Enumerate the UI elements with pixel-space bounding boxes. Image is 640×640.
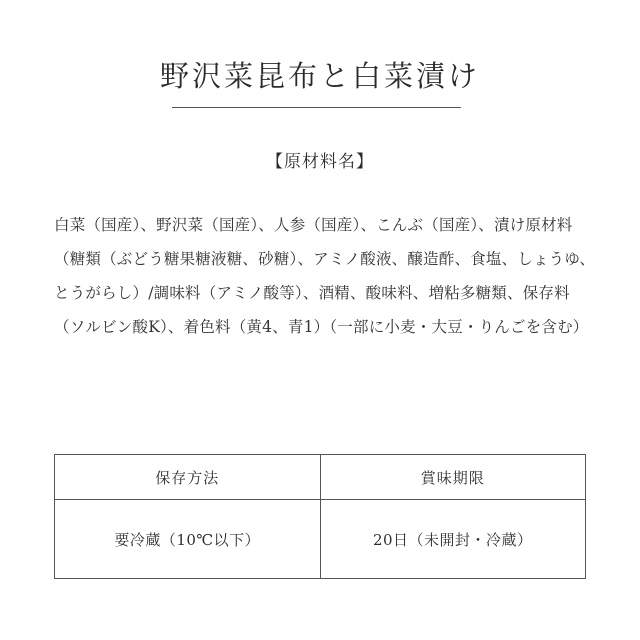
table-header-row [55, 455, 586, 500]
ingredients-line: （糖類（ぶどう糖果糖液糖、砂糖）、アミノ酸液、醸造酢、食塩、しょうゆ、 [54, 250, 596, 268]
ingredients-line: （ソルビン酸K）、着色料（黄4、青1）（一部に小麦・大豆・りんごを含む） [54, 318, 589, 336]
storage-method-value: 要冷蔵（10℃以下） [55, 500, 321, 579]
ingredients-line: 白菜（国産）、野沢菜（国産）、人参（国産）、こんぶ（国産）、漬け原材料 [54, 216, 573, 234]
ingredients-heading: 【原材料名】 [266, 152, 374, 172]
best-before-value: 20日（未開封・冷蔵） [320, 500, 586, 579]
title-underline [172, 107, 461, 108]
product-title: 野沢菜昆布と白菜漬け [159, 59, 480, 93]
ingredients-list [54, 208, 614, 344]
best-before-header: 賞味期限 [320, 455, 586, 500]
storage-info-table [54, 454, 586, 579]
table-row [55, 500, 586, 579]
ingredients-line: とうがらし）/調味料（アミノ酸等）、酒精、酸味料、増粘多糖類、保存料 [54, 284, 570, 302]
storage-method-header: 保存方法 [55, 455, 321, 500]
